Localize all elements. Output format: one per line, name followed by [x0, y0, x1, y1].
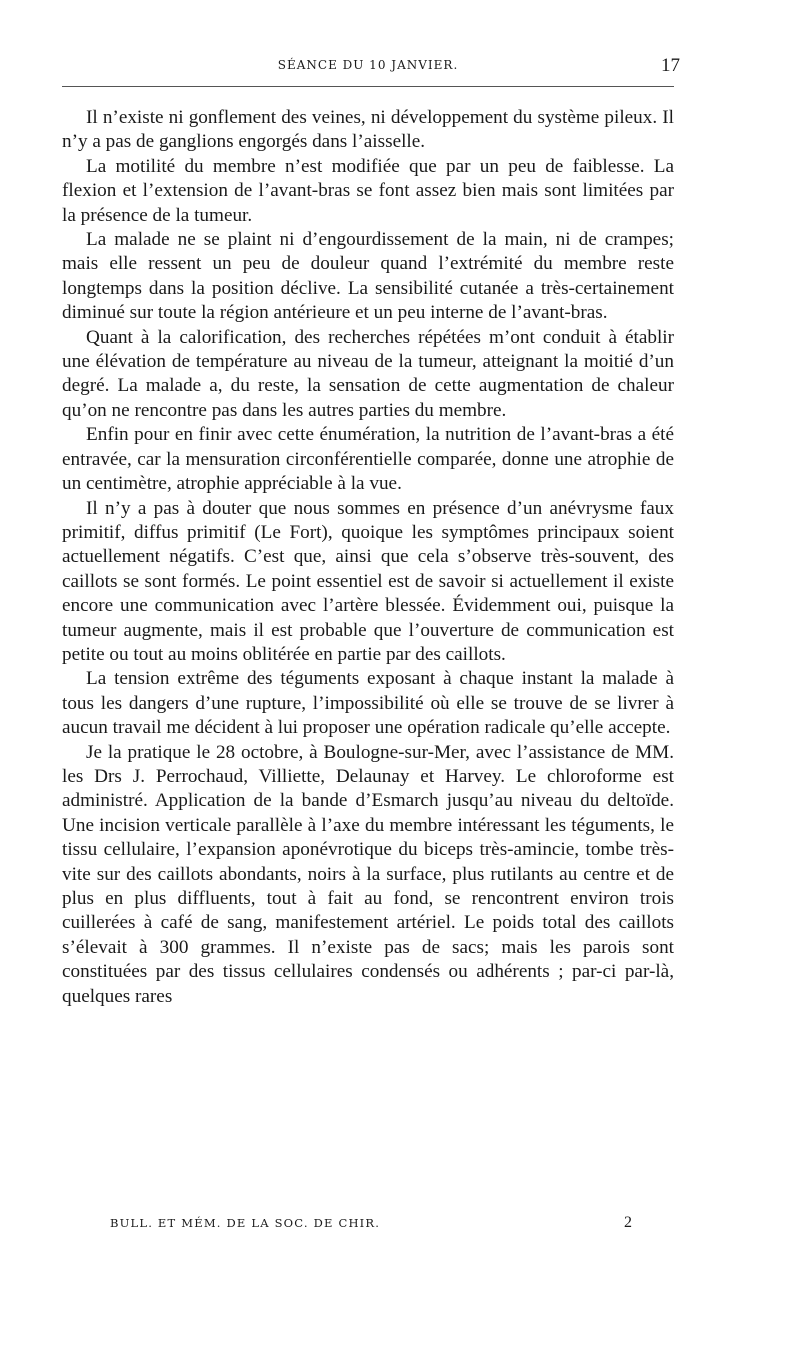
paragraph: La motilité du membre n’est modifiée que par un peu de faiblesse. La flexion et l’extension de l’avant-bras se font assez bien mais sont limitées par la présence de la tumeur. — [62, 155, 674, 226]
paragraph: Je la pratique le 28 octobre, à Boulogne-sur-Mer, avec l’assistance de MM. les Drs J. Perrochaud, Villiette, Delaunay et Harvey. Le chloroforme est administré. Application de la bande d’Esmarch jusqu’au niveau du deltoïde. Une incision verticale parallèle à l’axe du membre intéressant les téguments, le tissu cellulaire, l’expansion aponévrotique du biceps très-amincie, tombe très-vite sur des caillots abondants, noirs à la surface, plus rutilants au centre et de plus en plus diffluents, tout à fait au fond, se rencontrent environ trois cuillerées à café de sang, manifestement artériel. Le poids total des caillots s’élevait à 300 grammes. Il n’existe pas de sacs; mais les parois sont constituées par des tissus cellulaires condensés ou adhérents ; par-ci par-là, quelques rares — [62, 741, 674, 1007]
page-footer — [62, 1216, 674, 1236]
journal-title: BULL. ET MÉM. DE LA SOC. DE CHIR. — [110, 1216, 381, 1230]
paragraph: La tension extrême des téguments exposant à chaque instant la malade à tous les dangers d’une rupture, l’impossibilité où elle se trouve de se livrer à aucun travail me décident à lui proposer une opération radicale qu’elle accepte. — [62, 668, 674, 739]
header-rule — [62, 86, 674, 87]
signature-mark: 2 — [624, 1214, 632, 1231]
document-page — [62, 0, 680, 1347]
paragraph: Il n’existe ni gonflement des veines, ni développement du système pileux. Il n’y a pas de ganglions engorgés dans l’aisselle. — [62, 107, 674, 153]
running-title: SÉANCE DU 10 JANVIER. — [277, 58, 459, 72]
page-number: 17 — [661, 55, 680, 76]
running-head — [62, 55, 680, 80]
paragraph: Il n’y a pas à douter que nous sommes en présence d’un anévrysme faux primitif, diffus primitif (Le Fort), quoique les symptômes principaux soient actuellement négatifs. C’est que, ainsi que cela s’observe très-souvent, des caillots se sont formés. Le point essentiel est de savoir si actuellement il existe encore une communication avec l’artère blessée. Évidemment oui, puisque la tumeur augmente, mais il est probable que l’ouverture de communication est petite ou tout au moins oblitérée en partie par des caillots. — [62, 497, 674, 665]
paragraph: Quant à la calorification, des recherches répétées m’ont conduit à établir une élévation de température au niveau de la tumeur, atteignant la moitié d’un degré. La malade a, du reste, la sensation de cette augmentation de chaleur qu’on ne rencontre pas dans les autres parties du membre. — [62, 326, 674, 421]
paragraph: La malade ne se plaint ni d’engourdissement de la main, ni de crampes; mais elle ressent un peu de douleur quand l’extrémité du membre reste longtemps dans la position déclive. La sensibilité cutanée a très-certainement diminué sur toute la région antérieure et un peu interne de l’avant-bras. — [62, 229, 674, 324]
paragraph: Enfin pour en finir avec cette énumération, la nutrition de l’avant-bras a été entravée, car la mensuration circonférentielle comparée, donne une atrophie de un centimètre, atrophie appréciable à la vue. — [62, 424, 674, 495]
body-text — [62, 106, 674, 1009]
